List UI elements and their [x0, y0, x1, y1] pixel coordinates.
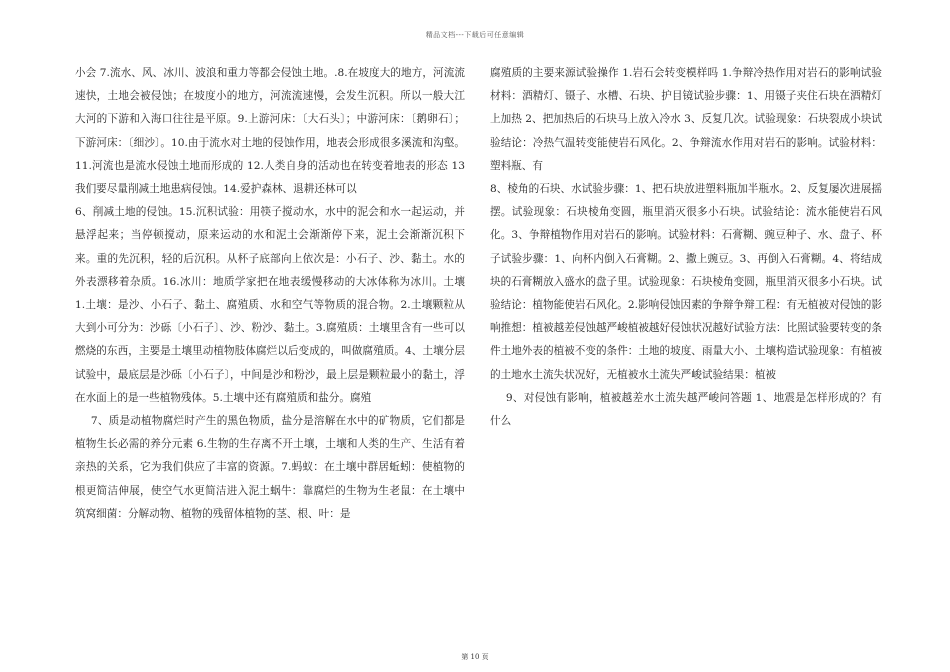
right-column [490, 62, 882, 433]
left-paragraph-2: 6、削减土地的侵蚀。15.沉积试验：用筷子搅动水，水中的泥会和水一起运动，并悬浮起来；当停顿搅动，原来运动的水和泥土会渐渐停下来，泥土会渐渐沉积下来。重的先沉积，轻的后沉积。从杯子底部向上依次是：小石子、沙、黏土。水的外表漂移着杂质。16.冰川：地质学家把在地表缓慢移动的大冰体称为冰川。土壤 1.土壤：是沙、小石子、黏土、腐殖质、水和空气等物质的混合物。2.土壤颗粒从大到小可分为：沙砾〔小石子〕、沙、粉沙、黏土。3.腐殖质：土壤里含有一些可以燃烧的东西，主要是土壤里动植物肢体腐烂以后变成的，叫做腐殖质。4、土壤分层试验中，最底层是沙砾〔小石子〕，中间是沙和粉沙，最上层是颗粒最小的黏土，浮在水面上的是一些植物残体。5.土壤中还有腐殖质和盐分。腐殖 [75, 206, 465, 404]
right-paragraph-2: 8、棱角的石块、水试验步骤：1、把石块放进塑料瓶加半瓶水。2、反复屡次进展摇摆。试验现象：石块棱角变圆，瓶里消灭很多小石块。试验结论：流水能使岩石风化。3、争辩植物作用对岩石的影响。试验材料：石膏糊、豌豆种子、水、盘子、杯子试验步骤：1、向杯内倒入石膏糊。2、撒上豌豆。3、再倒入石膏糊。4、将结成块的石膏糊放入盛水的盘子里。试验现象：石块棱角变圆，瓶里消灭很多小石块。试验结论：植物能使岩石风化。2.影响侵蚀因素的争辩争辩工程：有无植被对侵蚀的影响推想：植被越差侵蚀越严峻植被越好侵蚀状况越好试验方法：比照试验要转变的条件土地外表的植被不变的条件：土地的坡度、雨量大小、土壤构造试验现象：有植被的土地水土流失状况好，无植被水土流失严峻试验结果：植被 [490, 183, 882, 381]
page-header: 精品文档---下载后可任意编辑 [425, 31, 525, 39]
right-paragraph-3: 9、对侵蚀有影响，植被越差水土流失越严峻问答题 1、地震是怎样形成的？有什么 [490, 391, 882, 428]
left-column [75, 62, 465, 526]
left-paragraph-1: 小会 7.流水、风、冰川、波浪和重力等都会侵蚀土地。.8.在坡度大的地方，河流流速快，土地会被侵蚀；在坡度小的地方，河流流速慢，会发生沉积。所以一般大江大河的下游和入海口往往是平原。9.上游河床：〔大石头〕；中游河床：〔鹅卵石〕；下游河床：〔细沙〕。10.由于流水对土地的侵蚀作用，地表会形成很多溪流和沟壑。11.河流也是流水侵蚀土地而形成的 12.人类自身的活动也在转变着地表的形态 13 我们要尽量削减土地患病侵蚀。14.爱护森林、退耕还林可以 [75, 67, 465, 196]
left-paragraph-3: 7、质是动植物腐烂时产生的黑色物质，盐分是溶解在水中的矿物质，它们都是植物生长必需的养分元素 6.生物的生存离不开土壤，土壤和人类的生产、生活有着亲热的关系，它为我们供应了丰富的资源。7.蚂蚁：在土壤中群居蚯蚓：使植物的根更简洁伸展，使空气水更简洁进入泥土蜗牛：靠腐烂的生物为生老鼠：在土壤中筑窝细菌：分解动物、植物的残留体植物的茎、根、叶：是 [75, 415, 465, 520]
page-number: 第 10 页 [461, 653, 489, 661]
right-paragraph-1: 腐殖质的主要来源试验操作 1.岩石会转变模样吗 1.争辩冷热作用对岩石的影响试验材料：酒精灯、镊子、水槽、石块、护目镜试验步骤：1、用镊子夹住石块在酒精灯上加热 2、把加热后的石块马上放入冷水 3、反复几次。试验现象：石块裂成小块试验结论：冷热气温转变能使岩石风化。2、争辩流水作用对岩石的影响。试验材料：塑料瓶、有 [490, 67, 882, 172]
